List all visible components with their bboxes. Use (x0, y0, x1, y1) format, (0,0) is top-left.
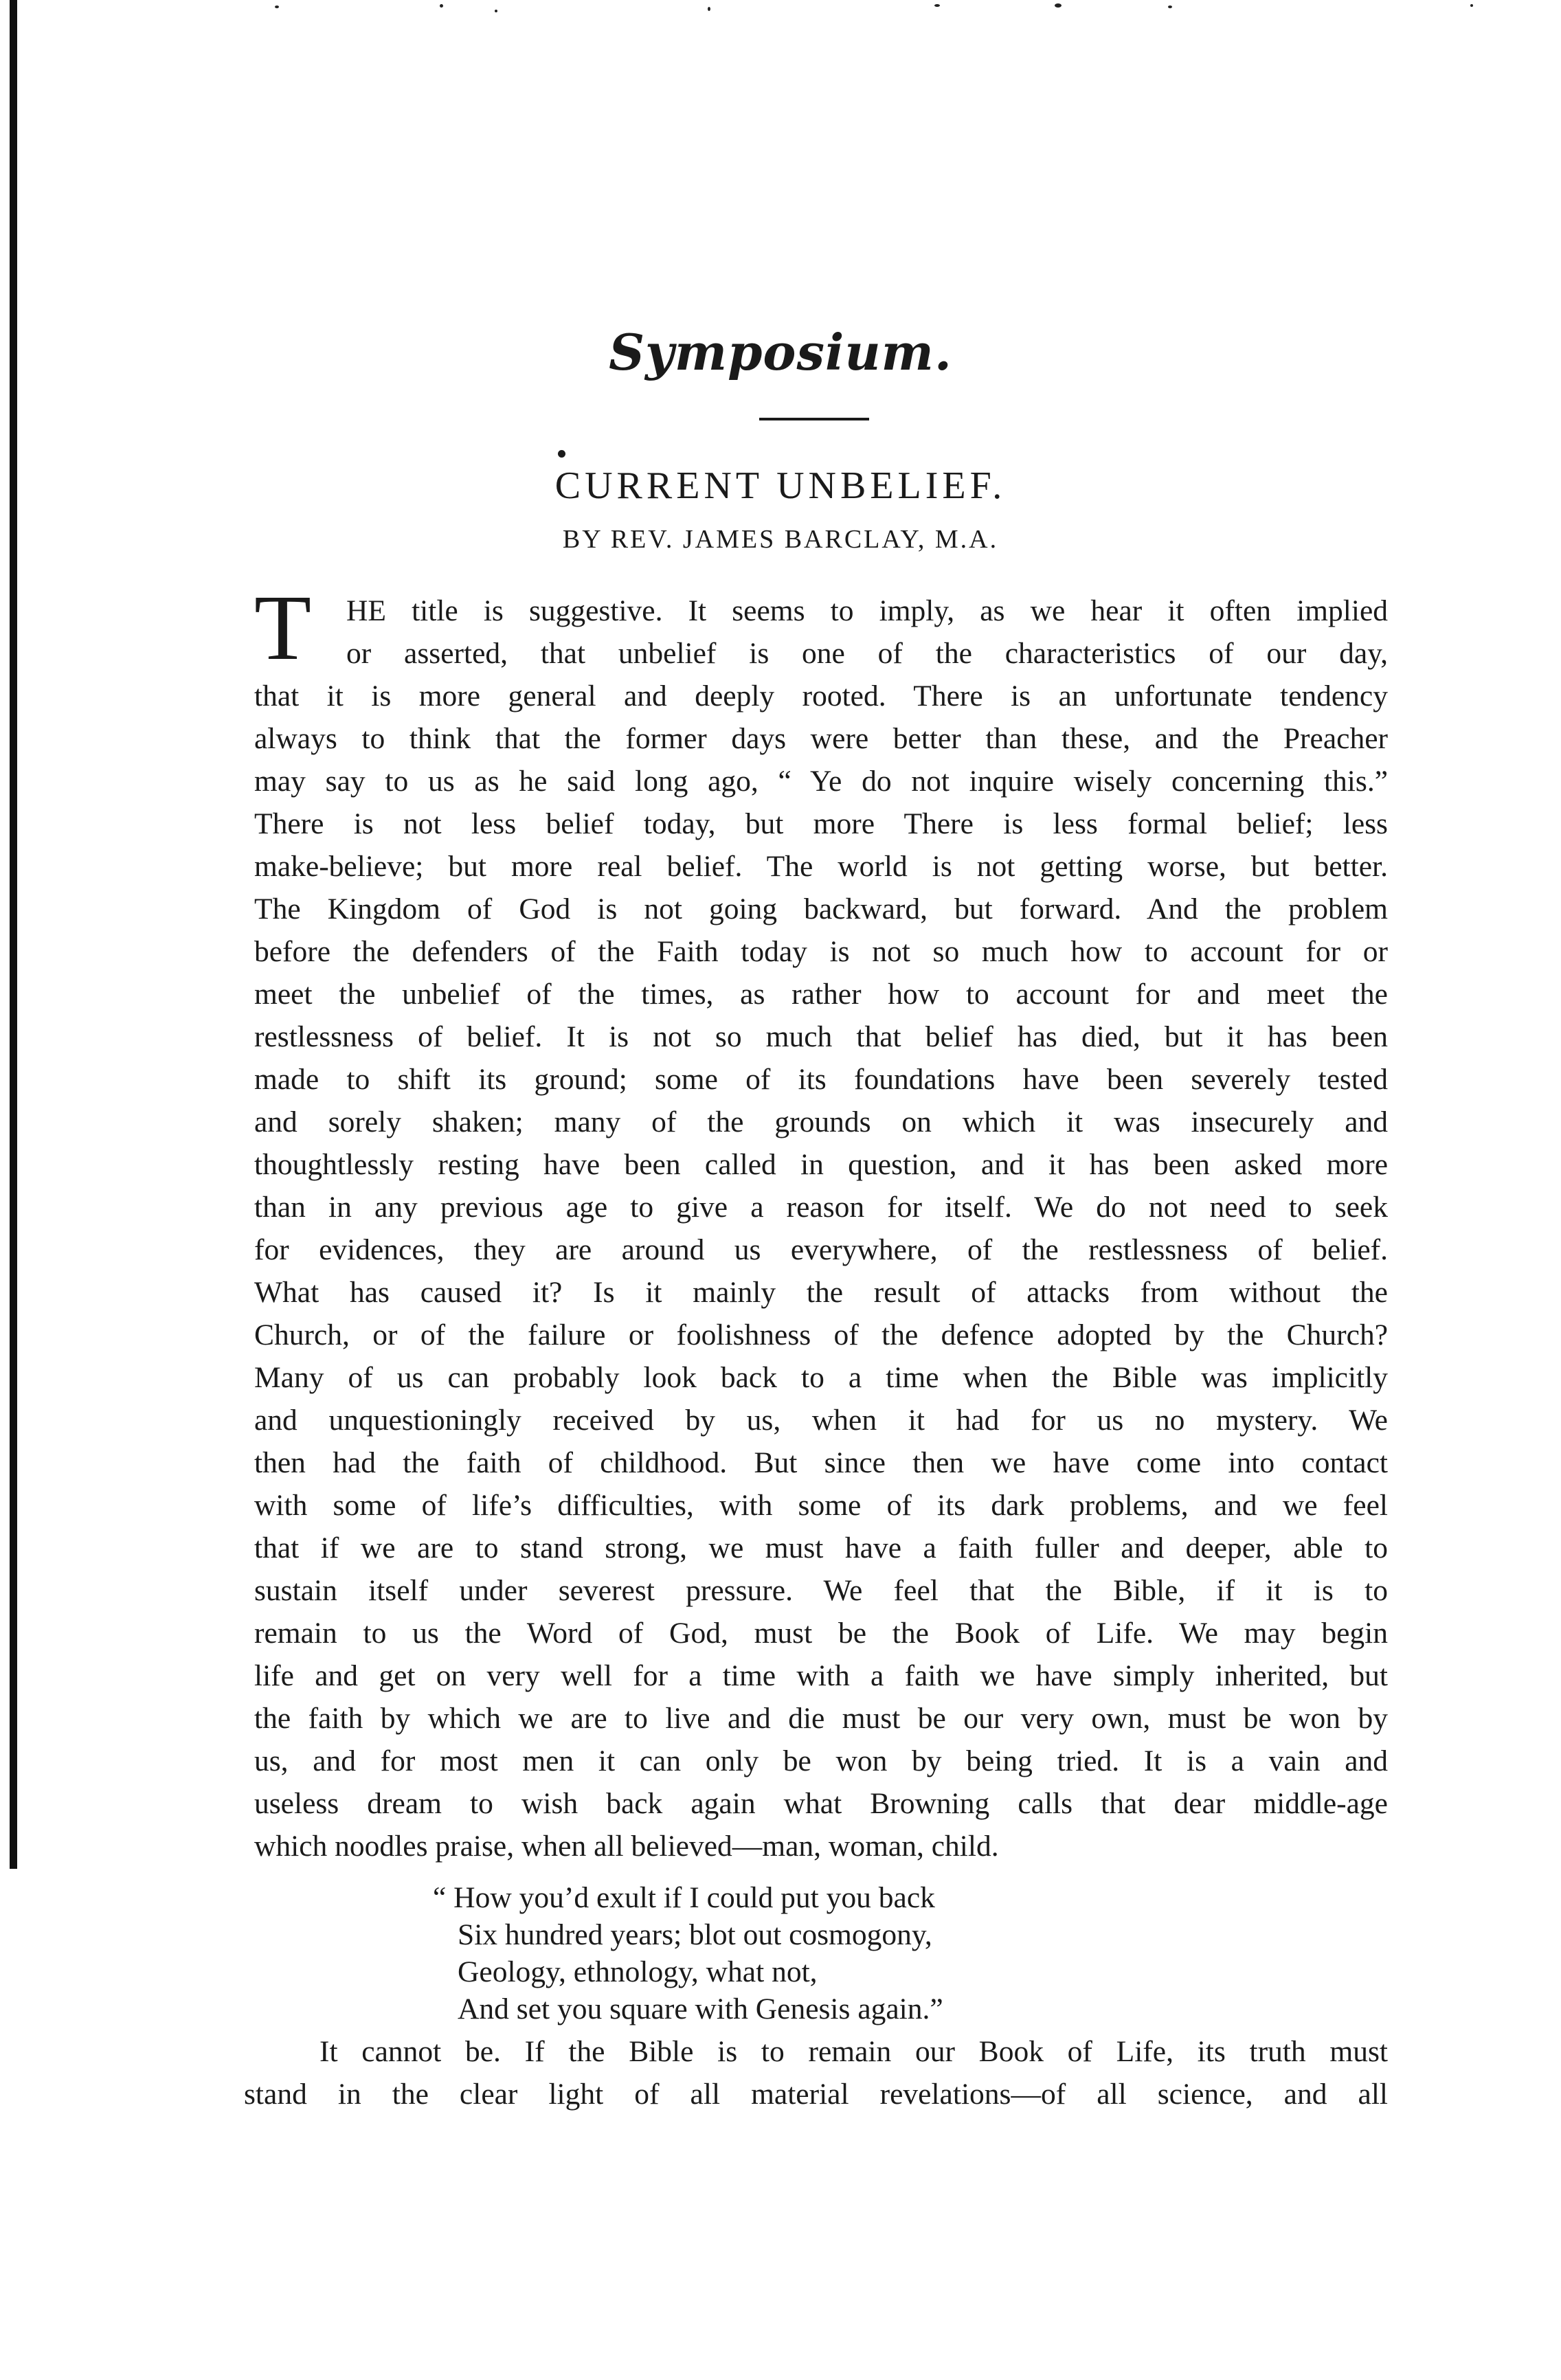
body-line: then had the faith of childhood. But since then we have come into contact (254, 1446, 1388, 1479)
body-line: may say to us as he said long ago, “ Ye do not inquire wisely concerning this.” (254, 765, 1388, 798)
verse-line: Six hundred years; blot out cosmogony, (458, 1918, 932, 1951)
poem-quotation (433, 1879, 1257, 2028)
page-title: Symposium. (609, 323, 952, 381)
ornament-dot (558, 450, 565, 458)
body-line: There is not less belief today, but more There is less formal belief; less (254, 807, 1388, 840)
body-line: useless dream to wish back again what Browning calls that dear middle-age (254, 1787, 1388, 1820)
body-line: thoughtlessly resting have been called in question, and it has been asked more (254, 1148, 1388, 1181)
body-line: It cannot be. If the Bible is to remain our Book of Life, its truth must (319, 2035, 1388, 2068)
article-byline: BY REV. JAMES BARCLAY, M.A. (562, 525, 999, 554)
body-line: the faith by which we are to live and die must be our very own, must be won by (254, 1702, 1388, 1735)
body-line: us, and for most men it can only be won by being tried. It is a vain and (254, 1744, 1388, 1777)
body-line: What has caused it? Is it mainly the result of attacks from without the (254, 1276, 1388, 1309)
body-line: which noodles praise, when all believed—man, woman, child. (254, 1830, 999, 1863)
body-line: remain to us the Word of God, must be the Book of Life. We may begin (254, 1617, 1388, 1650)
body-line: Church, or of the failure or foolishness of the defence adopted by the Church? (254, 1318, 1388, 1351)
body-line: and sorely shaken; many of the grounds on which it was insecurely and (254, 1105, 1388, 1138)
drop-cap: T (254, 576, 312, 680)
verse-line: “ How you’d exult if I could put you back (433, 1881, 935, 1914)
body-line: meet the unbelief of the times, as rather how to account for and meet the (254, 978, 1388, 1011)
article-heading: CURRENT UNBELIEF. (554, 464, 1007, 507)
body-line: that if we are to stand strong, we must have a faith fuller and deeper, able to (254, 1531, 1388, 1564)
body-line: restlessness of belief. It is not so much that belief has died, but it has been (254, 1020, 1388, 1053)
body-line: life and get on very well for a time with a faith we have simply inherited, but (254, 1659, 1388, 1692)
body-line: The Kingdom of God is not going backward, but forward. And the problem (254, 892, 1388, 925)
verse-line: And set you square with Genesis again.” (458, 1992, 943, 2025)
body-line: for evidences, they are around us everywhere, of the restlessness of belief. (254, 1233, 1388, 1266)
body-line: sustain itself under severest pressure. We feel that the Bible, if it is to (254, 1574, 1388, 1607)
title-divider (759, 418, 869, 420)
verse-line: Geology, ethnology, what not, (458, 1955, 818, 1988)
body-line: made to shift its ground; some of its foundations have been severely tested (254, 1063, 1388, 1096)
closing-paragraph (244, 2030, 1388, 2115)
article-body (254, 576, 1388, 1867)
body-line: make-believe; but more real belief. The world is not getting worse, but better. (254, 850, 1388, 883)
body-line: Many of us can probably look back to a time when the Bible was implicitly (254, 1361, 1388, 1394)
body-line: and unquestioningly received by us, when it had for us no mystery. We (254, 1404, 1388, 1437)
body-line: T HE title is suggestive. It seems to imply, as we hear it often implied (254, 576, 1388, 680)
body-line: that it is more general and deeply rooted. There is an unfortunate tendency (254, 680, 1388, 712)
body-line: or asserted, that unbelief is one of the characteristics of our day, (346, 637, 1388, 670)
scan-speckle (0, 0, 1561, 21)
body-line: than in any previous age to give a reason for itself. We do not need to seek (254, 1191, 1388, 1224)
body-line: before the defenders of the Faith today is not so much how to account for or (254, 935, 1388, 968)
scan-edge-rule (10, 0, 17, 1869)
body-line: stand in the clear light of all material revelations—of all science, and all (244, 2078, 1388, 2111)
body-line: with some of life’s difficulties, with some of its dark problems, and we feel (254, 1489, 1388, 1522)
body-line: always to think that the former days were better than these, and the Preacher (254, 722, 1388, 755)
